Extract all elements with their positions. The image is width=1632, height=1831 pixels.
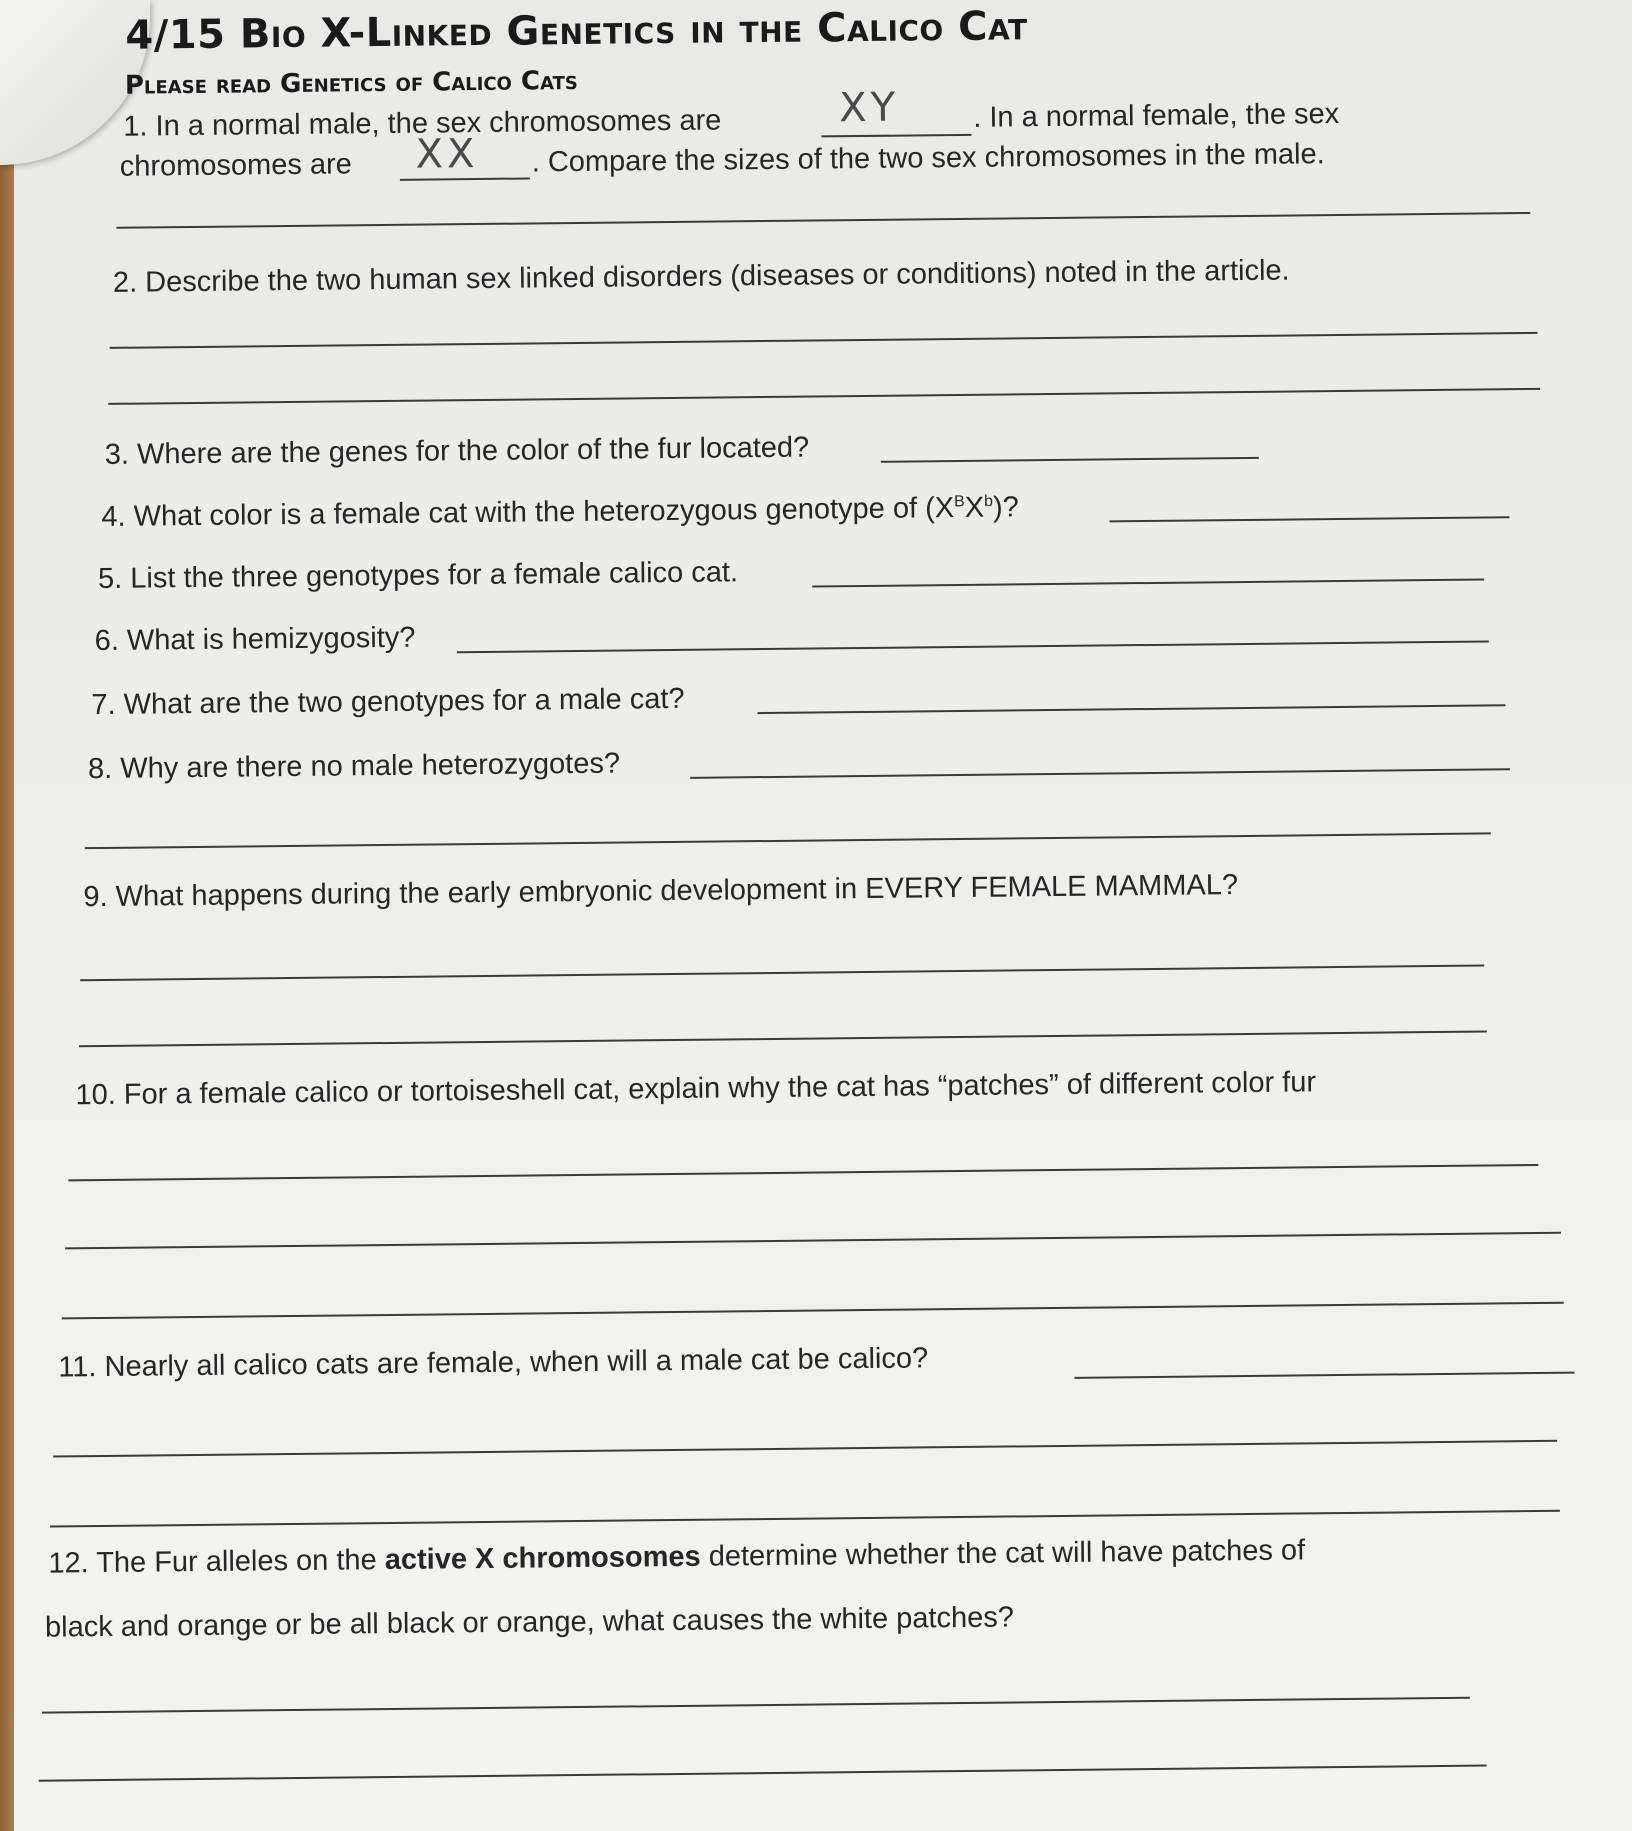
question-4 (101, 491, 1019, 534)
allele-b-superscript: B (953, 493, 965, 511)
answer-10-line-2[interactable] (65, 1232, 1561, 1250)
question-1-part-c: chromosomes are (119, 148, 353, 183)
answer-1c-line[interactable] (116, 212, 1530, 229)
question-11: 11. Nearly all calico cats are female, when will a male cat be calico? (58, 1342, 929, 1384)
question-9: 9. What happens during the early embryonic development in EVERY FEMALE MAMMAL? (83, 869, 1239, 914)
answer-11-line-2[interactable] (53, 1440, 1557, 1458)
answer-1b-blank[interactable] (400, 177, 530, 180)
answer-1a-handwriting: XY (838, 84, 900, 132)
answer-6-line[interactable] (457, 640, 1489, 653)
question-4-prefix: 4. What color is a female cat with the heterozygous genotype of (X (101, 492, 955, 533)
question-8: 8. Why are there no male heterozygotes? (87, 747, 621, 786)
question-4-mid: X (964, 491, 985, 524)
answer-2-line-2[interactable] (108, 388, 1540, 405)
answer-2-line-1[interactable] (110, 332, 1538, 349)
answer-9-line-1[interactable] (80, 965, 1484, 982)
answer-10-line-1[interactable] (68, 1164, 1538, 1181)
question-12-bold-phrase: active X chromosomes (384, 1540, 701, 1577)
question-1-part-d: . Compare the sizes of the two sex chromosomes in the male. (531, 138, 1325, 179)
question-4-suffix: )? (992, 491, 1019, 524)
worksheet-subtitle: Please read Genetics of Calico Cats (124, 65, 578, 101)
answer-12-line-1[interactable] (42, 1697, 1470, 1714)
answer-11-line-1[interactable] (1074, 1372, 1574, 1379)
question-7: 7. What are the two genotypes for a male cat? (91, 682, 685, 722)
answer-3-line[interactable] (881, 457, 1259, 463)
answer-1b-handwriting: XX (415, 130, 479, 178)
question-12-part-b: determine whether the cat will have patches of (708, 1534, 1306, 1573)
answer-1a-blank[interactable] (821, 134, 971, 138)
worksheet-title: 4/15 Bio X-Linked Genetics in the Calico Cat (125, 3, 1028, 59)
question-12-part-a: 12. The Fur alleles on the (48, 1544, 377, 1580)
question-1-part-b: . In a normal female, the sex (973, 97, 1340, 134)
answer-4-line[interactable] (1110, 516, 1510, 522)
answer-10-line-3[interactable] (62, 1302, 1564, 1320)
answer-9-line-2[interactable] (79, 1030, 1487, 1047)
question-10: 10. For a female calico or tortoiseshell cat, explain why the cat has “patches” of different color fur (75, 1066, 1317, 1112)
answer-8-line-1[interactable] (690, 768, 1510, 779)
question-12-line-2: black and orange or be all black or orange, what causes the white patches? (44, 1601, 1015, 1644)
question-6: 6. What is hemizygosity? (94, 621, 416, 658)
question-3: 3. Where are the genes for the color of the fur located? (104, 431, 810, 471)
question-2: 2. Describe the two human sex linked disorders (diseases or conditions) noted in the article. (112, 254, 1290, 299)
answer-8-line-2[interactable] (85, 832, 1491, 849)
answer-11-line-3[interactable] (50, 1510, 1560, 1528)
answer-12-line-2[interactable] (39, 1765, 1487, 1782)
question-1-part-a: 1. In a normal male, the sex chromosomes are (123, 104, 722, 143)
answer-7-line[interactable] (757, 704, 1505, 714)
allele-b-lower-superscript: b (983, 492, 994, 511)
question-12-line-1 (48, 1534, 1305, 1580)
answer-5-line[interactable] (812, 578, 1484, 587)
question-5: 5. List the three genotypes for a female calico cat. (97, 556, 739, 596)
